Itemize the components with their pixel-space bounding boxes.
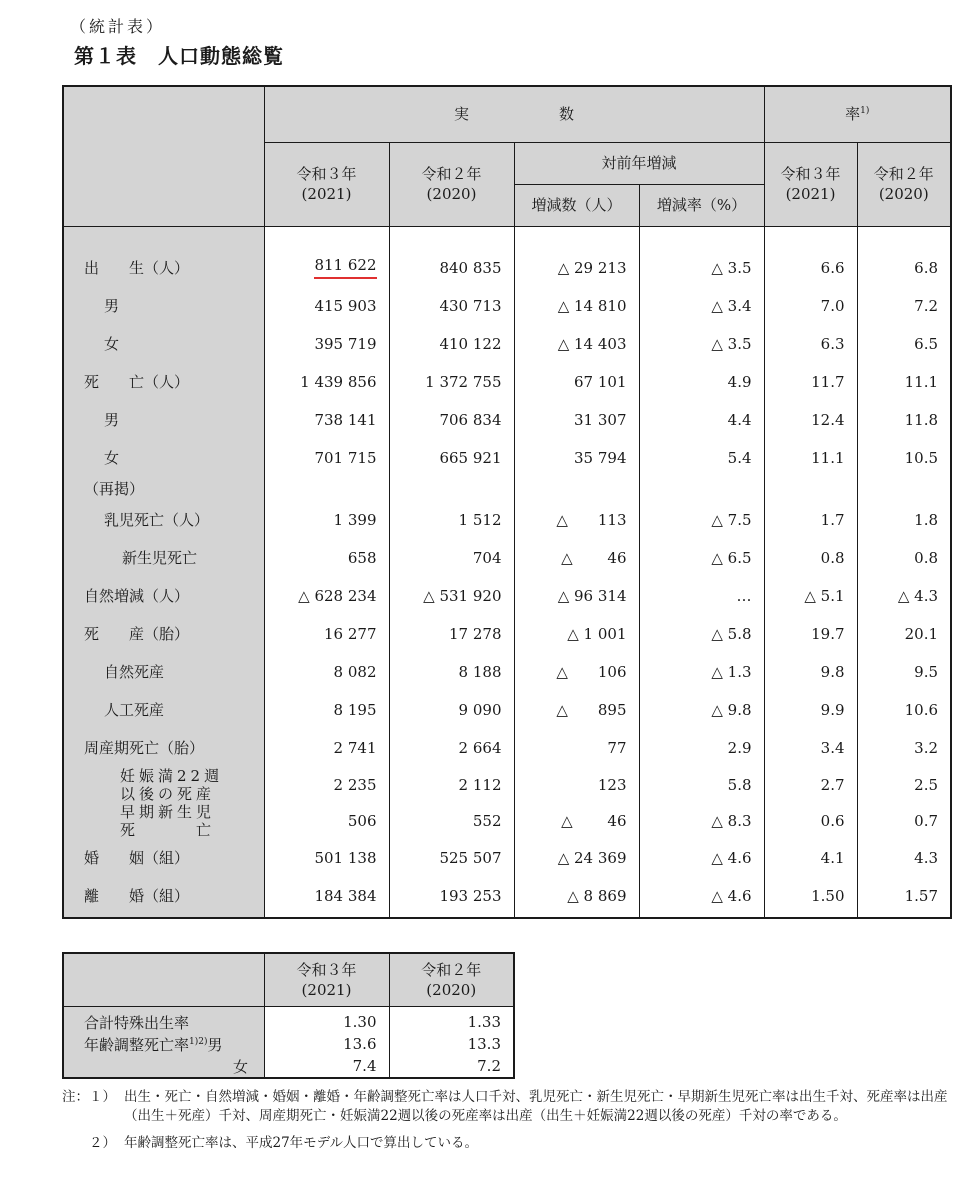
- table-cell: △ 8 869: [514, 877, 639, 918]
- row-label: 離 婚（組）: [63, 877, 264, 918]
- table-cell: 4.1: [764, 839, 857, 877]
- table-row: [63, 539, 951, 577]
- row-label: 人工死産: [63, 691, 264, 729]
- table-cell: 3.2: [857, 729, 951, 767]
- sub-header-r3: 令和３年 (2021): [264, 953, 389, 1007]
- table-cell: △ 14 403: [514, 325, 639, 363]
- table-cell: 1 372 755: [389, 363, 514, 401]
- table-cell: △ 6.5: [639, 539, 764, 577]
- header-corner: [63, 86, 264, 226]
- table-cell: 704: [389, 539, 514, 577]
- table-cell: [389, 477, 514, 501]
- row-label: 早期新生児 死 亡: [63, 803, 264, 839]
- table-cell: △ 106: [514, 653, 639, 691]
- sub-header-r2: 令和２年 (2020): [389, 953, 514, 1007]
- table-cell: 16 277: [264, 615, 389, 653]
- table-cell: △ 7.5: [639, 501, 764, 539]
- row-label: 周産期死亡（胎）: [63, 729, 264, 767]
- table-cell: △ 29 213: [514, 226, 639, 287]
- table-cell: 840 835: [389, 226, 514, 287]
- table-cell: 738 141: [264, 401, 389, 439]
- table-cell: 2.9: [639, 729, 764, 767]
- row-label: 新生児死亡: [63, 539, 264, 577]
- table-cell: 9 090: [389, 691, 514, 729]
- table-cell: 184 384: [264, 877, 389, 918]
- row-label: 女: [63, 1055, 264, 1078]
- row-label: 男: [63, 401, 264, 439]
- table-cell: 706 834: [389, 401, 514, 439]
- table-cell: 410 122: [389, 325, 514, 363]
- table-cell: 6.6: [764, 226, 857, 287]
- table-cell: 430 713: [389, 287, 514, 325]
- row-label: 妊娠満22週 以後の死産: [63, 767, 264, 803]
- table-cell: 123: [514, 767, 639, 803]
- table-cell: 7.2: [857, 287, 951, 325]
- table-cell: 2.7: [764, 767, 857, 803]
- table-cell: △ 4.6: [639, 877, 764, 918]
- table-cell: 19.7: [764, 615, 857, 653]
- table-cell: 415 903: [264, 287, 389, 325]
- table-cell: 2.5: [857, 767, 951, 803]
- table-cell: 1 439 856: [264, 363, 389, 401]
- footnote-1: 注：１） 出生・死亡・自然増減・婚姻・離婚・年齢調整死亡率は人口千対、乳児死亡・新生児死亡・早期新生児死亡率は出生千対、死産率は出産（出生＋死産）千対、周産期死亡・妊娠満22週以後の死産率は出産（出生＋妊娠満22週以後の死産）千対の率である。: [62, 1089, 948, 1124]
- table-row: [63, 839, 951, 877]
- table-cell: 6.8: [857, 226, 951, 287]
- table-cell: 0.6: [764, 803, 857, 839]
- table-cell: 35 794: [514, 439, 639, 477]
- table-cell: △ 96 314: [514, 577, 639, 615]
- table-title: 第１表 人口動態総覧: [74, 44, 284, 68]
- table-row: [63, 767, 951, 803]
- header-yoy: 対前年増減: [514, 142, 764, 184]
- header-r3: 令和３年 (2021): [264, 142, 389, 226]
- table-cell: 701 715: [264, 439, 389, 477]
- table-cell: 525 507: [389, 839, 514, 877]
- table-cell: △ 1 001: [514, 615, 639, 653]
- table-cell: [514, 477, 639, 501]
- table-row: [63, 729, 951, 767]
- table-cell: 5.8: [639, 767, 764, 803]
- sub-header-corner: [63, 953, 264, 1007]
- table-row: [63, 877, 951, 918]
- table-cell: △ 14 810: [514, 287, 639, 325]
- table-cell: 6.5: [857, 325, 951, 363]
- table-row: [63, 363, 951, 401]
- table-cell: [857, 477, 951, 501]
- row-label: 年齢調整死亡率$^{1)2)}$男: [63, 1033, 264, 1055]
- table-cell: 9.8: [764, 653, 857, 691]
- table-row: [63, 226, 951, 287]
- table-cell: [264, 477, 389, 501]
- table-row: [63, 615, 951, 653]
- table-cell: △ 531 920: [389, 577, 514, 615]
- table-cell: 1.7: [764, 501, 857, 539]
- table-cell: 7.2: [389, 1055, 514, 1078]
- table-cell: 11.8: [857, 401, 951, 439]
- table-row: [63, 477, 951, 501]
- table-cell: △ 46: [514, 803, 639, 839]
- table-cell: 0.7: [857, 803, 951, 839]
- header-change-rate: 増減率（%）: [639, 184, 764, 226]
- table-cell: △ 4.6: [639, 839, 764, 877]
- table-cell: [264, 226, 389, 287]
- table-cell: △ 3.5: [639, 325, 764, 363]
- row-label: 女: [63, 439, 264, 477]
- row-label: 男: [63, 287, 264, 325]
- fertility-mortality-table: [62, 952, 515, 1079]
- table-cell: △ 5.1: [764, 577, 857, 615]
- table-cell: 2 741: [264, 729, 389, 767]
- table-cell: 395 719: [264, 325, 389, 363]
- table-cell: 7.0: [764, 287, 857, 325]
- table-cell: △ 628 234: [264, 577, 389, 615]
- table-cell: 4.3: [857, 839, 951, 877]
- row-label: 乳児死亡（人）: [63, 501, 264, 539]
- table-cell: 9.5: [857, 653, 951, 691]
- row-label: （再掲）: [63, 477, 264, 501]
- table-cell: 10.6: [857, 691, 951, 729]
- table-row: [63, 691, 951, 729]
- table-cell: 4.4: [639, 401, 764, 439]
- table-cell: 2 235: [264, 767, 389, 803]
- table-cell: [639, 477, 764, 501]
- row-label: 女: [63, 325, 264, 363]
- header-rate: 率$^{1)}$: [764, 86, 951, 142]
- table-cell: △ 9.8: [639, 691, 764, 729]
- table-cell: 506: [264, 803, 389, 839]
- table-row: [63, 1055, 514, 1078]
- table-cell: △ 8.3: [639, 803, 764, 839]
- table-cell: 8 195: [264, 691, 389, 729]
- table-cell: 8 082: [264, 653, 389, 691]
- table-cell: 8 188: [389, 653, 514, 691]
- table-cell: △ 1.3: [639, 653, 764, 691]
- table-row: [63, 287, 951, 325]
- highlighted-value: 811 622: [314, 256, 376, 279]
- table-cell: 10.5: [857, 439, 951, 477]
- table-cell: 2 664: [389, 729, 514, 767]
- table-cell: 67 101: [514, 363, 639, 401]
- table-row: [63, 653, 951, 691]
- table-row: [63, 401, 951, 439]
- table-cell: 1.30: [264, 1007, 389, 1034]
- header-actual: 実 数: [264, 86, 764, 142]
- table-cell: [764, 477, 857, 501]
- table-cell: 193 253: [389, 877, 514, 918]
- table-row: [63, 803, 951, 839]
- table-cell: …: [639, 577, 764, 615]
- table-cell: 1.8: [857, 501, 951, 539]
- table-cell: △ 24 369: [514, 839, 639, 877]
- row-label: 死 産（胎）: [63, 615, 264, 653]
- table-cell: △ 46: [514, 539, 639, 577]
- table-cell: 0.8: [857, 539, 951, 577]
- table-cell: 0.8: [764, 539, 857, 577]
- row-label: 死 亡（人）: [63, 363, 264, 401]
- table-cell: 13.3: [389, 1033, 514, 1055]
- table-cell: 17 278: [389, 615, 514, 653]
- table-row: [63, 501, 951, 539]
- table-cell: 1 399: [264, 501, 389, 539]
- population-dynamics-table: [62, 85, 952, 919]
- header-rate-r3: 令和３年 (2021): [764, 142, 857, 226]
- header-change-num: 増減数（人）: [514, 184, 639, 226]
- footnote-2: ２） 年齢調整死亡率は、平成27年モデル人口で算出している。: [62, 1135, 479, 1151]
- row-label: 合計特殊出生率: [63, 1007, 264, 1034]
- table-cell: 2 112: [389, 767, 514, 803]
- table-cell: 501 138: [264, 839, 389, 877]
- table-cell: △ 3.5: [639, 226, 764, 287]
- table-cell: 12.4: [764, 401, 857, 439]
- row-label: 婚 姻（組）: [63, 839, 264, 877]
- header-r2: 令和２年 (2020): [389, 142, 514, 226]
- table-cell: △ 4.3: [857, 577, 951, 615]
- row-label: 出 生（人）: [63, 226, 264, 287]
- table-cell: △ 895: [514, 691, 639, 729]
- header-rate-r2: 令和２年 (2020): [857, 142, 951, 226]
- table-row: [63, 1007, 514, 1034]
- table-caption: （統計表）: [70, 17, 166, 36]
- table-row: [63, 1033, 514, 1055]
- table-cell: 11.1: [764, 439, 857, 477]
- table-cell: 3.4: [764, 729, 857, 767]
- table-cell: 6.3: [764, 325, 857, 363]
- footnotes: [62, 1088, 962, 1153]
- table-cell: 1.33: [389, 1007, 514, 1034]
- table-cell: 658: [264, 539, 389, 577]
- table-cell: 1.50: [764, 877, 857, 918]
- table-cell: △ 3.4: [639, 287, 764, 325]
- row-label: 自然死産: [63, 653, 264, 691]
- table-row: [63, 577, 951, 615]
- table-cell: 7.4: [264, 1055, 389, 1078]
- table-cell: 31 307: [514, 401, 639, 439]
- table-cell: 11.7: [764, 363, 857, 401]
- table-cell: 1 512: [389, 501, 514, 539]
- table-cell: △ 113: [514, 501, 639, 539]
- table-cell: 13.6: [264, 1033, 389, 1055]
- table-cell: 9.9: [764, 691, 857, 729]
- table-cell: 11.1: [857, 363, 951, 401]
- table-cell: 4.9: [639, 363, 764, 401]
- table-cell: 77: [514, 729, 639, 767]
- table-row: [63, 439, 951, 477]
- table-cell: 1.57: [857, 877, 951, 918]
- table-cell: 5.4: [639, 439, 764, 477]
- table-cell: △ 5.8: [639, 615, 764, 653]
- row-label: 自然増減（人）: [63, 577, 264, 615]
- table-row: [63, 325, 951, 363]
- table-cell: 552: [389, 803, 514, 839]
- table-cell: 20.1: [857, 615, 951, 653]
- table-cell: 665 921: [389, 439, 514, 477]
